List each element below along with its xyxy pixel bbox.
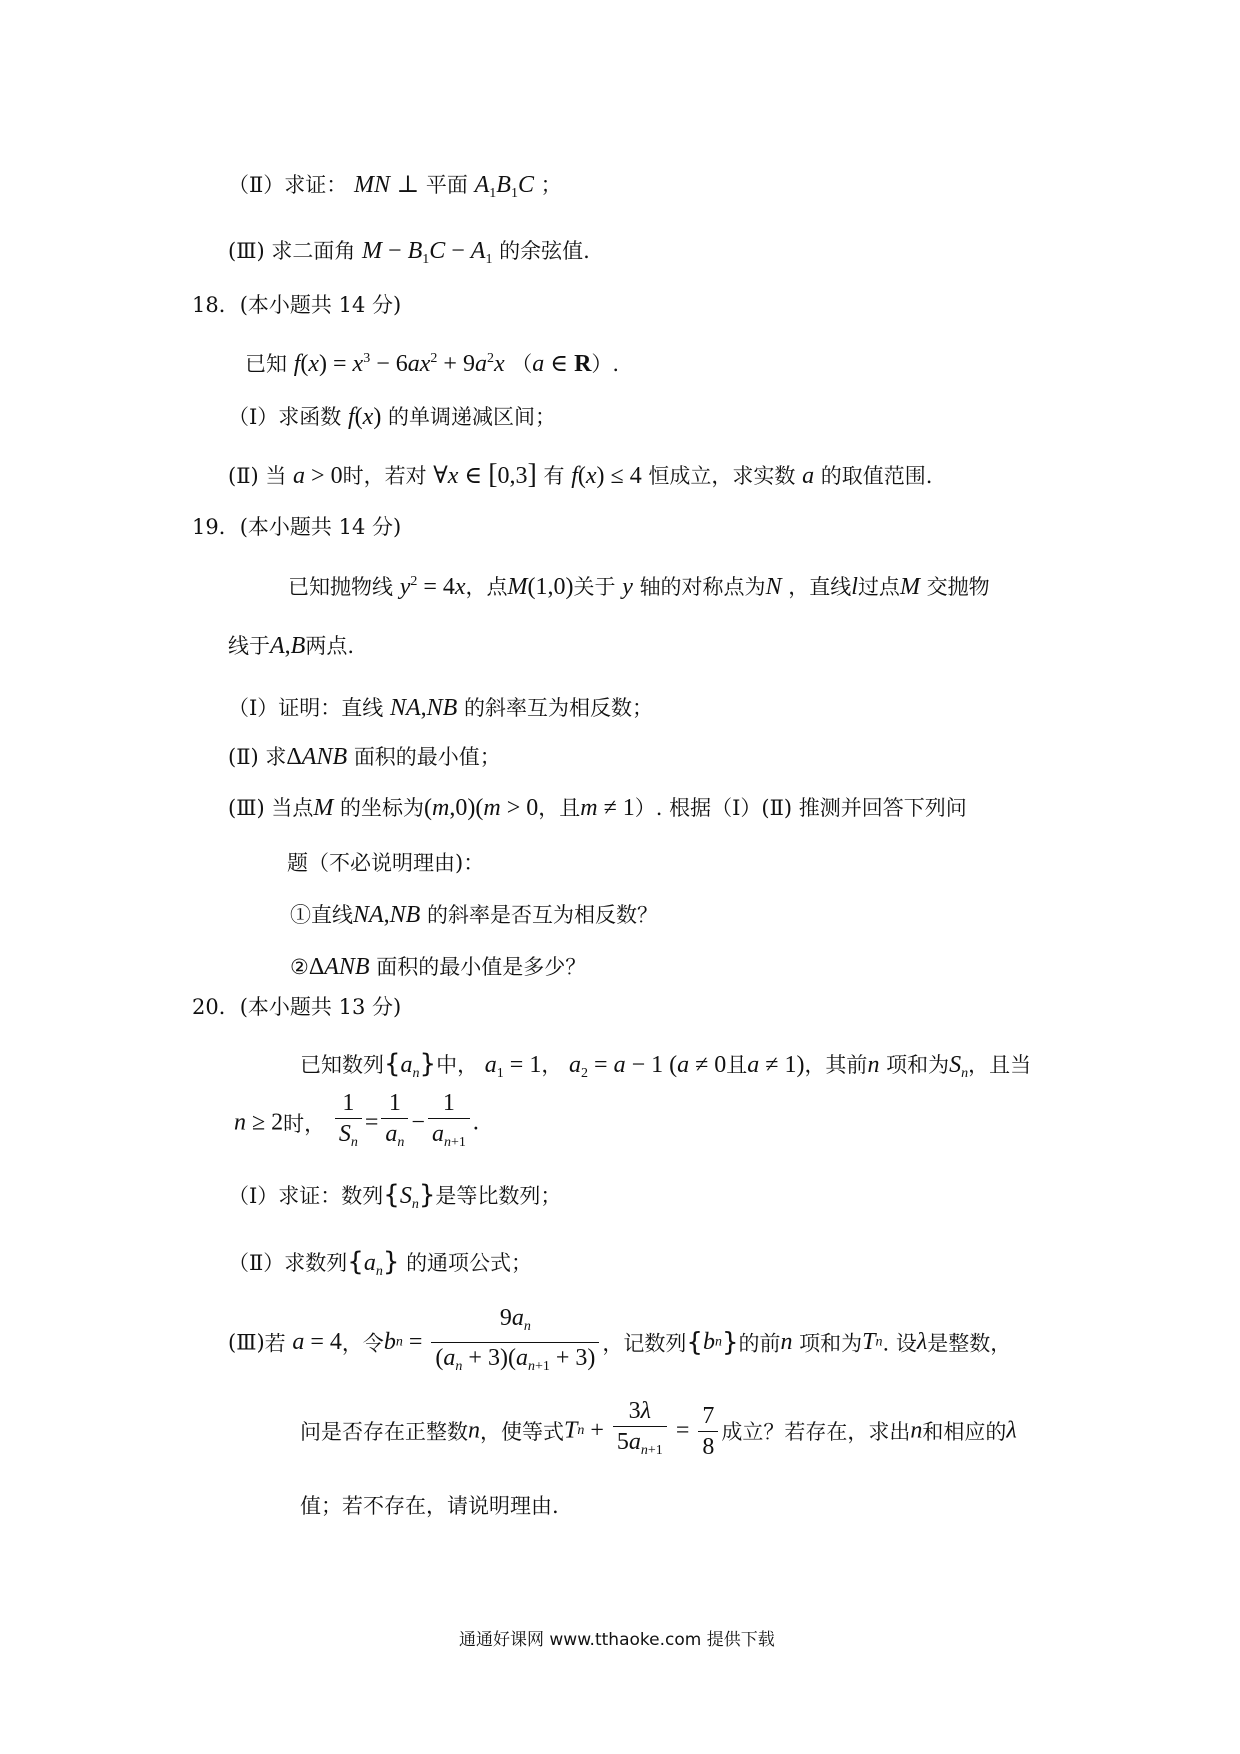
q20-line2: n ≥ 2时， $\frac{1}{S_n}$ = $\frac{1}{a_n}$ − $\frac{1}{a_{n+1}}$ . xyxy=(234,1090,479,1156)
page-footer: 通通好课网 www.tthaoke.com 提供下载 xyxy=(459,1630,775,1650)
q18-header: 18．(本小题共 14 分) xyxy=(192,293,402,317)
q19-part2: (Ⅱ) 求ΔANB 面积的最小值； xyxy=(228,744,501,770)
fraction-bn: $\frac{9a_n}{(a_n + 3)(a_{n+1} + 3)}$ xyxy=(431,1305,599,1380)
q18-part1: （Ⅰ）求函数 f(x) 的单调递减区间； xyxy=(228,404,556,430)
fraction-1-over-an: $\frac{1}{a_n}$ xyxy=(381,1090,408,1156)
q19-line2: 线于A,B两点. xyxy=(228,633,355,659)
q20-part3: (Ⅲ)若 a = 4，令bn = $\frac{9a_n}{(a_n + 3)(a_{n+1} + 3)}$ ，记数列{bn}的前n 项和为Tn. 设λ是整数， xyxy=(228,1305,1011,1380)
q17-part2: （Ⅱ）求证： MN ⊥ 平面 $A_1B_1C$ ； xyxy=(228,172,562,201)
q20-part3-line2: 问是否存在正整数n，使等式Tn + $\frac{3\lambda}{5a_{n+1}}$ = $\frac{7}{8}$ 成立？若存在，求出n和相应的λ xyxy=(300,1398,1017,1464)
q19-sub2: ②ΔANB 面积的最小值是多少？ xyxy=(290,954,587,980)
fraction-1-over-an1: $\frac{1}{a_{n+1}}$ xyxy=(428,1090,470,1156)
q19-sub1: ①直线NA,NB 的斜率是否互为相反数？ xyxy=(290,902,659,928)
q19-line1: 已知抛物线 $y^2 = 4x$，点M(1,0)关于 y 轴的对称点为N ，直线l过点M 交抛物 xyxy=(288,574,990,600)
q20-line1: 已知数列$\{a_n\}$中， $a_1 = 1$， $a_2 = a - 1$ (a ≠ 0且a ≠ 1)，其前n 项和为$S_n$，且当 xyxy=(300,1049,1032,1081)
q20-part3-line3: 值；若不存在，请说明理由. xyxy=(300,1494,559,1518)
fraction-7-8: $\frac{7}{8}$ xyxy=(698,1403,718,1460)
q19-part1: （Ⅰ）证明：直线 NA,NB 的斜率互为相反数； xyxy=(228,695,654,721)
q17-part3: (Ⅲ) 求二面角 $M - B_1C - A_1$ 的余弦值. xyxy=(228,238,590,267)
q18-part2: (Ⅱ) 当 a > 0时，若对 ∀x ∈ [0,3] 有 f(x) ≤ 4 恒成立，求实数 a 的取值范围. xyxy=(228,459,933,490)
q20-header: 20．(本小题共 13 分) xyxy=(192,995,402,1019)
q20-part1: （Ⅰ）求证：数列$\{S_n\}$是等比数列； xyxy=(228,1180,562,1212)
q19-part3: (Ⅲ) 当点M 的坐标为(m,0)(m > 0，且m ≠ 1）. 根据（Ⅰ）(Ⅱ) 推测并回答下列问 xyxy=(228,795,967,821)
q18-given: 已知 $f(x) = x^3 - 6ax^2 + 9a^2x$ （a ∈ R）. xyxy=(245,351,620,377)
fraction-1-over-sn: $\frac{1}{S_n}$ xyxy=(335,1090,362,1156)
fraction-3lambda: $\frac{3\lambda}{5a_{n+1}}$ xyxy=(613,1398,667,1464)
q19-part3-line2: 题（不必说明理由)： xyxy=(287,851,485,875)
q19-header: 19．(本小题共 14 分) xyxy=(192,515,402,539)
q20-part2: （Ⅱ）求数列$\{a_n\}$ 的通项公式； xyxy=(228,1247,533,1279)
